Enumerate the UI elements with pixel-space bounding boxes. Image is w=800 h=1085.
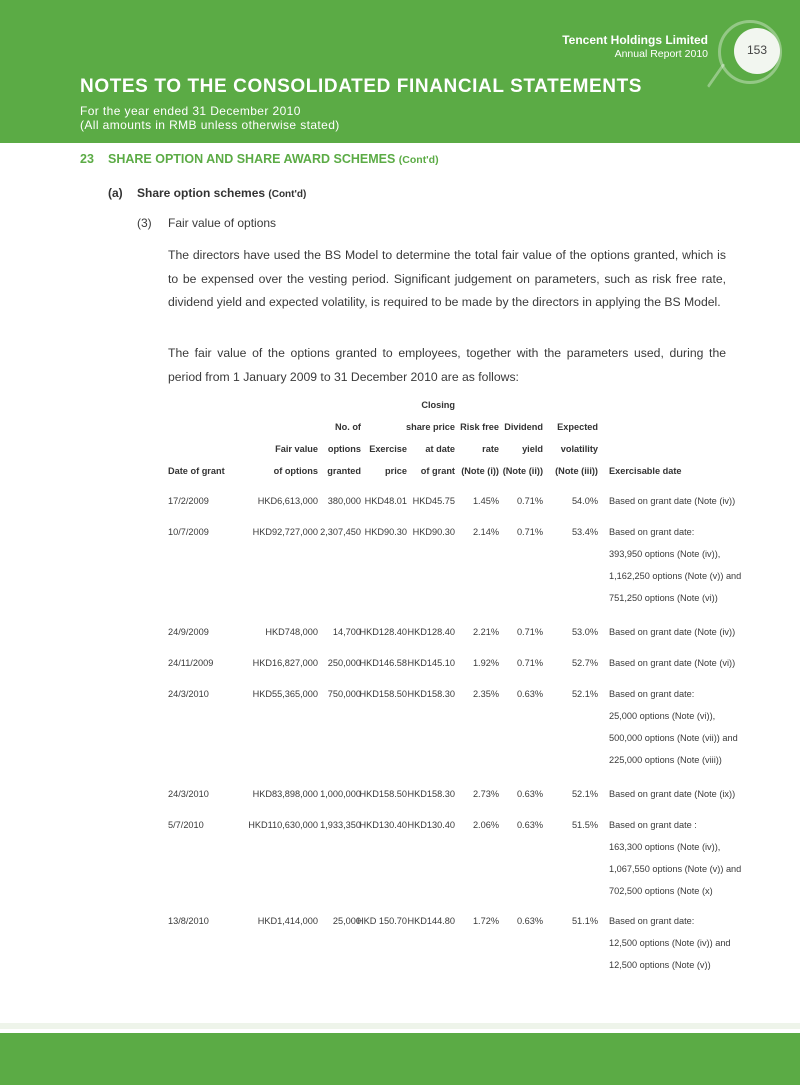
table-cell-fair-value: HKD1,414,000 xyxy=(257,916,318,926)
paragraph-bs-model: The directors have used the BS Model to determine the total fair value of the options granted, which is to be expensed over the vesting period. Significant judgement on parameters, such as risk free rate, dividend yield and expected volatility, is required to be made by the directors in applying the BS Model. xyxy=(168,248,726,309)
table-header-closing: of grant xyxy=(420,466,455,476)
subsection-title-text: Share option schemes xyxy=(137,186,266,200)
table-header-risk-free: (Note (i)) xyxy=(461,466,499,476)
table-cell-no-options: 14,700 xyxy=(332,627,361,637)
table-cell-closing: HKD130.40 xyxy=(407,820,455,830)
table-cell-volatility: 53.4% xyxy=(571,527,598,537)
table-cell-risk-free: 2.35% xyxy=(472,689,499,699)
table-cell-exercise: HKD48.01 xyxy=(364,496,407,506)
table-cell-risk-free: 1.72% xyxy=(472,916,499,926)
page-header xyxy=(0,0,800,143)
table-cell-exercisable: 500,000 options (Note (vii)) and xyxy=(609,733,738,743)
table-cell-exercisable: 225,000 options (Note (viii)) xyxy=(609,755,722,765)
table-cell-exercisable: Based on grant date (Note (iv)) xyxy=(609,496,736,506)
table-cell-dividend: 0.71% xyxy=(516,627,543,637)
table-cell-exercise: HKD90.30 xyxy=(364,527,407,537)
table-cell-risk-free: 1.92% xyxy=(472,658,499,668)
table-cell-closing: HKD158.30 xyxy=(407,689,455,699)
table-cell-risk-free: 2.06% xyxy=(472,820,499,830)
table-cell-exercisable: Based on grant date: xyxy=(609,527,695,537)
section-title xyxy=(108,152,439,166)
table-cell-date: 10/7/2009 xyxy=(168,527,209,537)
table-header-no-options: options xyxy=(327,444,361,454)
table-cell-date: 13/8/2010 xyxy=(168,916,209,926)
table-cell-dividend: 0.63% xyxy=(516,820,543,830)
table-cell-volatility: 54.0% xyxy=(571,496,598,506)
table-cell-exercisable: 1,162,250 options (Note (v)) and xyxy=(609,571,742,581)
table-cell-volatility: 52.1% xyxy=(571,789,598,799)
table-cell-fair-value: HKD83,898,000 xyxy=(252,789,318,799)
table-cell-exercisable: 163,300 options (Note (iv)), xyxy=(609,842,721,852)
section-title-suffix: (Cont'd) xyxy=(398,154,439,166)
table-cell-no-options: 250,000 xyxy=(327,658,361,668)
page-subtitle-currency: (All amounts in RMB unless otherwise stated) xyxy=(80,118,340,132)
table-header-exercisable: Exercisable date xyxy=(609,466,682,476)
table-header-no-options: No. of xyxy=(334,422,361,432)
table-cell-no-options: 1,933,350 xyxy=(320,820,361,830)
table-cell-volatility: 51.1% xyxy=(571,916,598,926)
table-cell-date: 24/3/2010 xyxy=(168,689,209,699)
table-header-closing: Closing xyxy=(421,400,455,410)
table-cell-closing: HKD144.80 xyxy=(407,916,455,926)
table-header-fair-value: of options xyxy=(273,466,318,476)
table-cell-exercisable: Based on grant date (Note (vi)) xyxy=(609,658,736,668)
item-title: Fair value of options xyxy=(168,216,277,230)
table-header-closing: share price xyxy=(405,422,455,432)
table-cell-exercise: HKD158.50 xyxy=(359,789,407,799)
table-cell-no-options: 750,000 xyxy=(327,689,361,699)
item-number: (3) xyxy=(137,216,152,230)
table-cell-fair-value: HKD92,727,000 xyxy=(252,527,318,537)
table-header-risk-free: Risk free xyxy=(460,422,499,432)
table-cell-exercisable: Based on grant date : xyxy=(609,820,697,830)
table-cell-exercisable: 393,950 options (Note (iv)), xyxy=(609,549,721,559)
table-cell-closing: HKD45.75 xyxy=(412,496,455,506)
table-cell-date: 24/11/2009 xyxy=(168,658,214,668)
table-cell-volatility: 53.0% xyxy=(571,627,598,637)
table-cell-dividend: 0.71% xyxy=(516,496,543,506)
table-header-dividend: yield xyxy=(522,444,543,454)
subsection-number: (a) xyxy=(108,186,123,200)
table-cell-volatility: 52.1% xyxy=(571,689,598,699)
table-cell-exercisable: 25,000 options (Note (vi)), xyxy=(609,711,716,721)
table-cell-exercise: HKD128.40 xyxy=(359,627,407,637)
table-cell-no-options: 25,000 xyxy=(332,916,361,926)
table-cell-exercisable: 702,500 options (Note (x) xyxy=(609,886,713,896)
page-footer xyxy=(0,1033,800,1085)
table-cell-date: 17/2/2009 xyxy=(168,496,209,506)
table-cell-fair-value: HKD16,827,000 xyxy=(252,658,318,668)
table-cell-fair-value: HKD55,365,000 xyxy=(252,689,318,699)
table-cell-dividend: 0.71% xyxy=(516,658,543,668)
section-title-text: SHARE OPTION AND SHARE AWARD SCHEMES xyxy=(108,152,396,166)
table-cell-volatility: 51.5% xyxy=(571,820,598,830)
table-cell-exercise: HKD 150.70 xyxy=(356,916,407,926)
table-cell-exercisable: Based on grant date (Note (iv)) xyxy=(609,627,736,637)
table-header-volatility: (Note (iii)) xyxy=(555,466,598,476)
table-header-date: Date of grant xyxy=(168,466,225,476)
page-title: NOTES TO THE CONSOLIDATED FINANCIAL STATEMENTS xyxy=(80,76,643,97)
table-header-exercise: price xyxy=(385,466,407,476)
table-cell-exercisable: Based on grant date (Note (ix)) xyxy=(609,789,736,799)
table-header-exercise: Exercise xyxy=(369,444,407,454)
table-header-fair-value: Fair value xyxy=(275,444,318,454)
table-cell-exercisable: 12,500 options (Note (v)) xyxy=(609,960,711,970)
table-cell-no-options: 380,000 xyxy=(327,496,361,506)
table-cell-closing: HKD145.10 xyxy=(407,658,455,668)
paragraph-fair-value-intro: The fair value of the options granted to employees, together with the parameters used, during the period from 1 January 2009 to 31 December 2010 are as follows: xyxy=(168,346,726,384)
report-name: Annual Report 2010 xyxy=(614,48,708,60)
table-cell-date: 24/3/2010 xyxy=(168,789,209,799)
table-cell-exercise: HKD158.50 xyxy=(359,689,407,699)
subsection-title-suffix: (Cont'd) xyxy=(268,189,307,200)
table-cell-dividend: 0.63% xyxy=(516,689,543,699)
table-cell-fair-value: HKD6,613,000 xyxy=(257,496,318,506)
table-cell-risk-free: 1.45% xyxy=(472,496,499,506)
table-cell-risk-free: 2.21% xyxy=(472,627,499,637)
table-header-risk-free: rate xyxy=(482,444,499,454)
table-cell-fair-value: HKD110,630,000 xyxy=(248,820,318,830)
table-header-volatility: Expected xyxy=(557,422,598,432)
table-cell-exercisable: 1,067,550 options (Note (v)) and xyxy=(609,864,742,874)
table-cell-date: 5/7/2010 xyxy=(168,820,204,830)
table-cell-fair-value: HKD748,000 xyxy=(265,627,318,637)
table-cell-no-options: 2,307,450 xyxy=(320,527,361,537)
section-number: 23 xyxy=(80,152,94,166)
table-header-volatility: volatility xyxy=(560,444,598,454)
table-cell-exercisable: Based on grant date: xyxy=(609,916,695,926)
footer-divider xyxy=(0,1023,800,1029)
subsection-title xyxy=(137,186,306,200)
table-cell-dividend: 0.63% xyxy=(516,789,543,799)
table-cell-closing: HKD158.30 xyxy=(407,789,455,799)
table-header-dividend: Dividend xyxy=(504,422,543,432)
table-cell-exercisable: 751,250 options (Note (vi)) xyxy=(609,593,718,603)
table-cell-dividend: 0.71% xyxy=(516,527,543,537)
table-header-dividend: (Note (ii)) xyxy=(502,466,543,476)
table-cell-exercisable: 12,500 options (Note (iv)) and xyxy=(609,938,731,948)
table-cell-exercisable: Based on grant date: xyxy=(609,689,695,699)
table-cell-risk-free: 2.14% xyxy=(472,527,499,537)
table-cell-dividend: 0.63% xyxy=(516,916,543,926)
table-cell-closing: HKD128.40 xyxy=(407,627,455,637)
table-cell-exercise: HKD130.40 xyxy=(359,820,407,830)
table-cell-closing: HKD90.30 xyxy=(412,527,455,537)
table-cell-volatility: 52.7% xyxy=(571,658,598,668)
page-subtitle-period: For the year ended 31 December 2010 xyxy=(80,104,301,118)
table-cell-exercise: HKD146.58 xyxy=(359,658,407,668)
table-header-no-options: granted xyxy=(327,466,361,476)
page-number: 153 xyxy=(734,28,780,74)
table-cell-no-options: 1,000,000 xyxy=(320,789,361,799)
table-cell-date: 24/9/2009 xyxy=(168,627,209,637)
table-header-closing: at date xyxy=(425,444,455,454)
company-name: Tencent Holdings Limited xyxy=(562,33,708,47)
table-cell-risk-free: 2.73% xyxy=(472,789,499,799)
